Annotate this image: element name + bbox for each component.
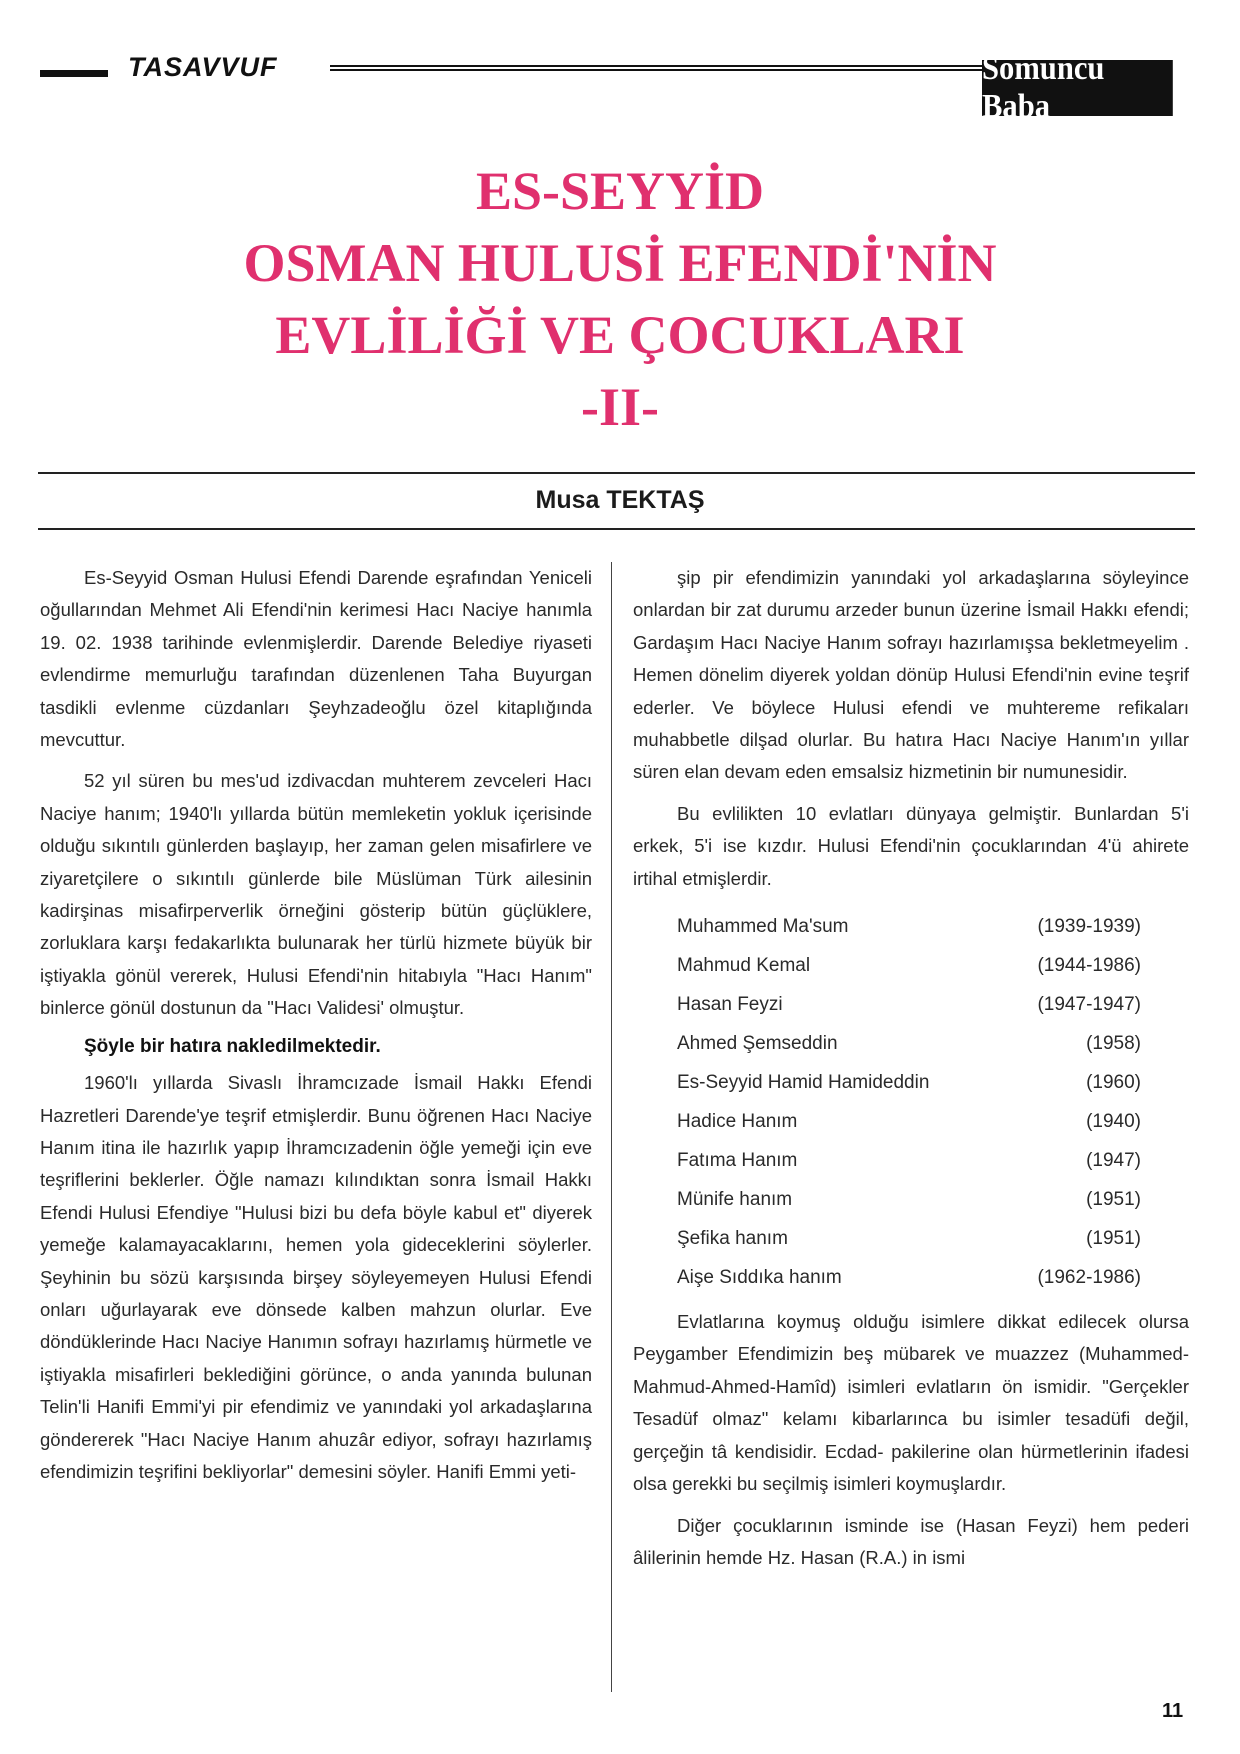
child-name: Münife hanım: [677, 1189, 793, 1211]
paragraph: Diğer çocuklarının isminde ise (Hasan Feyzi) hem pederi âlilerinin hemde Hz. Hasan (R.A.) in ismi: [633, 1514, 1189, 1568]
child-years: (1939-1939): [1037, 916, 1141, 938]
child-years: (1962-1986): [1037, 1267, 1141, 1289]
list-item: [633, 985, 1189, 1024]
divider-bottom: [38, 528, 1195, 530]
child-name: Aişe Sıddıka hanım: [677, 1267, 842, 1289]
paragraph: Evlatlarına koymuş olduğu isimlere dikkat edilecek olursa Peygamber Efendimizin beş mübarek ve muazzez (Muhammed-Mahmud-Ahmed-Hamîd) isimleri evlatların ön ismidir. "Gerçekler Tesadüf olmaz" kelamı kibarlarınca bu isimler tesadüfi değil, gerçeğin tâ kendisidir. Ecdad- pakilerine olan hürmetlerinin ifadesi olsa gerekki bu seçilmiş isimleri koymuşlardır.: [633, 1311, 1189, 1495]
title-line: -II-: [581, 377, 659, 437]
child-years: (1951): [1086, 1228, 1141, 1250]
list-item: [633, 907, 1189, 946]
child-years: (1947): [1086, 1150, 1141, 1172]
child-name: Hasan Feyzi: [677, 994, 783, 1016]
subheading: Şöyle bir hatıra nakledilmektedir.: [84, 1035, 381, 1057]
child-name: Fatıma Hanım: [677, 1150, 798, 1172]
child-name: Hadice Hanım: [677, 1111, 798, 1133]
right-column: [633, 562, 1189, 1574]
child-years: (1947-1947): [1037, 994, 1141, 1016]
child-years: (1944-1986): [1037, 955, 1141, 977]
paragraph: şip pir efendimizin yanındaki yol arkadaşlarına söyleyince onlardan bir zat durumu arzeder bunun üzerine İsmail Hakkı efendi; Gardaşım Hacı Naciye Hanım sofrayı hazırlamışsa bekletmeyelim . Hemen dönelim diyerek yoldan dönüp Hulusi Efendi'nin evine teşrif ederler. Ve böylece Hulusi efendi ve muhtereme refikaları muhabbetle dilşad olurlar. Bu hatıra Hacı Naciye Hanım'ın yıllar süren elan devam eden emsalsiz hizmetinin bir numunesidir.: [633, 567, 1189, 783]
list-item: [633, 1102, 1189, 1141]
header-rule: [330, 65, 982, 71]
list-item: [633, 1219, 1189, 1258]
child-name: Şefika hanım: [677, 1228, 788, 1250]
child-years: (1940): [1086, 1111, 1141, 1133]
list-item: [633, 1024, 1189, 1063]
child-name: Muhammed Ma'sum: [677, 916, 849, 938]
paragraph: 1960'lı yıllarda Sivaslı İhramcızade İsmail Hakkı Efendi Hazretleri Darende'ye teşrif etmişlerdir. Bunu öğrenen Hacı Naciye Hanım itina ile hazırlık yapıp İhramcızadenin öğle yemeği için eve teşriflerini beklerler. Öğle namazı kılındıktan sonra İsmail Hakkı Efendi Hulusi Efendiye "Hulusi bizi bu defa böyle kabul et" diyerek yemeğe kalamayacaklarını, hemen yola gideceklerini söylerler. Şeyhinin bu sözü karşısında birşey söyleyemeyen Hulusi Efendi onları uğurlayarak eve dönsede kalben mahzun olurlar. Eve döndüklerinde Hacı Naciye Hanımın sofrayı hazırlamış hürmetle ve iştiyakla misafirleri beklediğini görünce, o anda yanında bulunan Telin'li Hanifi Emmi'yi pir efendimiz ve yanındaki yol arkadaşlarına göndererek "Hacı Naciye Hanım ahuzâr ediyor, sofrayı hazırlamış efendimizin teşrifini bekliyorlar" demesini söyler. Hanifi Emmi yeti-: [40, 1072, 592, 1482]
magazine-brand: Somuncu Baba: [982, 60, 1173, 116]
list-item: [633, 1141, 1189, 1180]
list-item: [633, 1063, 1189, 1102]
list-item: [633, 1180, 1189, 1219]
list-item: [633, 946, 1189, 985]
header-bar: [40, 70, 108, 77]
title-line: EVLİLİĞİ VE ÇOCUKLARI: [275, 305, 965, 365]
child-years: (1960): [1086, 1072, 1141, 1094]
title-line: ES-SEYYİD: [475, 161, 765, 221]
paragraph: Bu evlilikten 10 evlatları dünyaya gelmiştir. Bunlardan 5'i erkek, 5'i ise kızdır. Hulusi Efendi'nin çocuklarından 4'ü ahirete irtihal etmişlerdir.: [633, 802, 1189, 889]
child-name: Ahmed Şemseddin: [677, 1033, 838, 1055]
left-column: [40, 562, 592, 1488]
page-number: 11: [1162, 1700, 1184, 1722]
paragraph: Es-Seyyid Osman Hulusi Efendi Darende eşrafından Yeniceli oğullarından Mehmet Ali Efendi'nin kerimesi Hacı Naciye hanımla 19. 02. 1938 tarihinde evlenmişlerdir. Darende Belediye riyaseti evlendirme memurluğu tarafından düzenlenen Taha Buyurgan tasdikli evlenme cüzdanları Şeyhzadeoğlu özel kitaplığında mevcuttur.: [40, 567, 592, 751]
child-years: (1958): [1086, 1033, 1141, 1055]
title-line: OSMAN HULUSİ EFENDİ'NİN: [243, 233, 997, 293]
column-divider: [611, 562, 612, 1692]
child-name: Mahmud Kemal: [677, 955, 811, 977]
section-label: TASAVVUF: [128, 52, 278, 82]
child-name: Es-Seyyid Hamid Hamideddin: [677, 1072, 930, 1094]
author-name: Musa TEKTAŞ: [535, 486, 705, 514]
list-item: [633, 1258, 1189, 1297]
child-years: (1951): [1086, 1189, 1141, 1211]
divider-top: [38, 472, 1195, 474]
article-title: [0, 155, 1240, 443]
paragraph: 52 yıl süren bu mes'ud izdivacdan muhterem zevceleri Hacı Naciye hanım; 1940'lı yıllarda bütün memleketin yokluk içerisinde olduğu sıkıntılı günlerden başlayıp, her zaman gelen misafirlere ve ziyaretçilere o sıkıntılı günlerde bile Müslüman Türk ailesinin kadirşinas misafirperverlik örneğini gösterip bütün güçlüklere, zorluklara karşı fedakarlıkta bulunarak her türlü hizmete büyük bir iştiyakla gönül vererek, Hulusi Efendi'nin hitabıyla "Hacı Hanım" binlerce gönül dostunun da "Hacı Validesi' olmuştur.: [40, 770, 592, 1019]
children-list: [633, 907, 1189, 1297]
